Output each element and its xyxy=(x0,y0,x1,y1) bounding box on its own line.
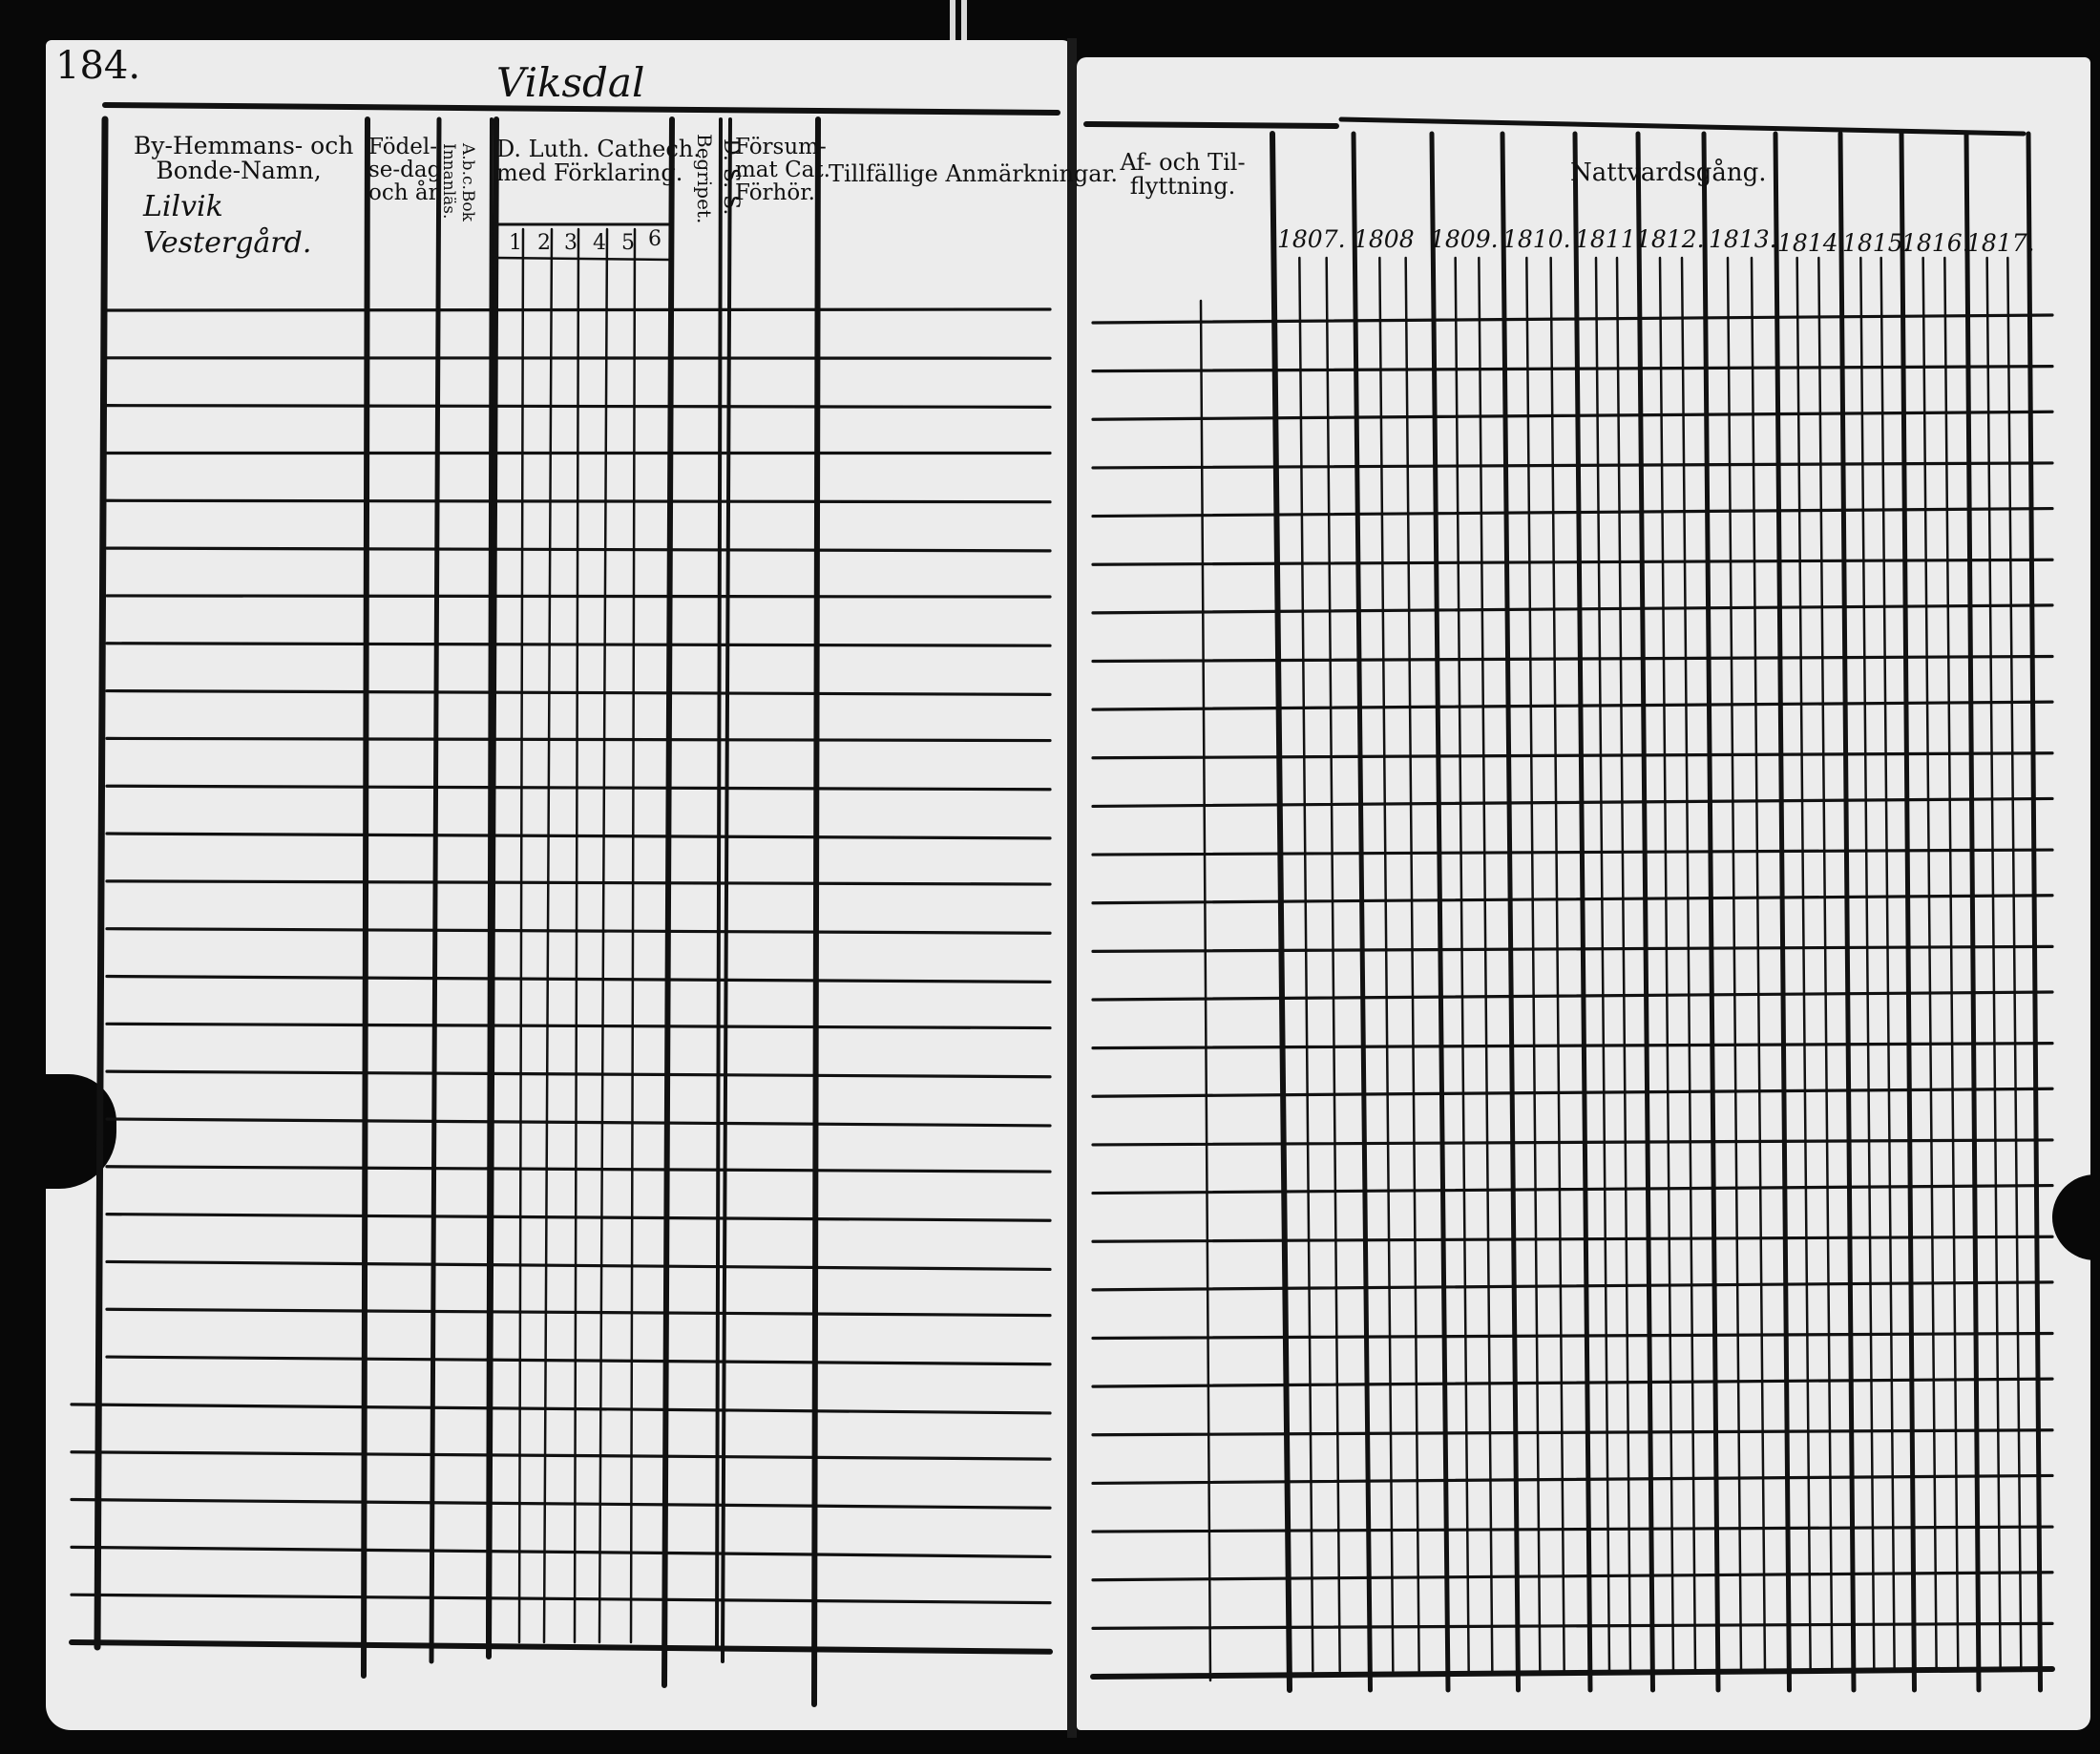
ruled-row-line xyxy=(1093,1669,2052,1677)
ruled-row-line xyxy=(107,1024,1050,1027)
catechism-subcol-6: 6 xyxy=(648,227,662,251)
left-ruled-grid xyxy=(72,105,1058,1704)
communion-year: 1811. xyxy=(1575,225,1644,253)
ruled-row-line xyxy=(1093,315,2052,323)
year-subcolumn-rule xyxy=(1617,258,1630,1671)
year-subcolumn-rule xyxy=(1728,258,1741,1671)
farm-entry: Lilvik Vestergård. xyxy=(143,190,312,260)
year-subcolumn-rule xyxy=(1881,258,1895,1671)
ruled-row-line xyxy=(107,1261,1050,1269)
column-rule xyxy=(364,119,368,1676)
column-rule xyxy=(723,119,730,1661)
ruled-row-line xyxy=(107,834,1050,838)
ruled-row-line xyxy=(1093,509,2052,517)
communion-year: 1812. xyxy=(1636,225,1705,253)
header-begrepet: Begripet. xyxy=(693,134,716,224)
ruled-row-line xyxy=(107,1357,1050,1364)
communion-year: 1816. xyxy=(1901,229,1970,257)
top-rule xyxy=(1086,124,1336,126)
column-rule xyxy=(599,229,607,1642)
ruled-row-line xyxy=(107,1215,1050,1221)
year-subcolumn-rule xyxy=(1379,258,1393,1671)
catechism-subcol-2: 2 xyxy=(537,231,551,255)
ruled-row-line xyxy=(1093,657,2052,662)
ruled-row-line xyxy=(72,1642,1050,1652)
ruled-row-line xyxy=(1093,367,2052,371)
column-rule xyxy=(814,119,818,1704)
ruled-row-line xyxy=(1093,1475,2052,1483)
ruled-row-line xyxy=(107,1071,1050,1077)
communion-year: 1807. xyxy=(1277,225,1346,253)
ruled-row-line xyxy=(1093,1282,2052,1290)
communion-year: 1814. xyxy=(1777,229,1846,257)
ruled-row-line xyxy=(107,881,1050,884)
header-remarks: Tillfällige Anmärkningar. xyxy=(829,160,1119,187)
page-number: 184. xyxy=(55,44,141,88)
ruled-row-line xyxy=(107,929,1050,934)
ruled-row-line xyxy=(1093,1379,2052,1386)
top-rule xyxy=(1341,119,2024,134)
catechism-subcol-3: 3 xyxy=(564,231,578,255)
year-subcolumn-rule xyxy=(1526,258,1540,1671)
communion-year: 1808 xyxy=(1354,225,1415,253)
year-subcolumn-rule xyxy=(1596,258,1609,1671)
right-ruled-grid xyxy=(1086,119,2052,1690)
header-communion: Nattvardsgång. xyxy=(1570,158,1767,187)
year-subcolumn-rule xyxy=(1860,258,1874,1671)
year-subcolumn-rule xyxy=(1456,258,1469,1671)
communion-year: 1810. xyxy=(1502,225,1571,253)
header-abc-book: A.b.c.Bok Innanläs. xyxy=(439,143,477,222)
header-moving: Af- och Til- flyttning. xyxy=(1120,149,1246,201)
ruled-row-line xyxy=(1093,1573,2052,1580)
catechism-subcol-4: 4 xyxy=(593,231,606,255)
year-subcolumn-rule xyxy=(1299,258,1312,1671)
year-column-rule xyxy=(1432,134,1448,1690)
ruled-row-line xyxy=(1093,463,2052,468)
header-dss: D. S. S. xyxy=(719,138,743,216)
header-farm-name: By-Hemmans- och Bonde-Namn, xyxy=(134,132,354,185)
year-column-rule xyxy=(1354,134,1371,1690)
ruled-row-line xyxy=(1093,1334,2052,1339)
year-subcolumn-rule xyxy=(1682,258,1695,1671)
year-subcolumn-rule xyxy=(1752,258,1765,1671)
year-subcolumn-rule xyxy=(1406,258,1419,1671)
column-rule xyxy=(544,229,552,1642)
communion-year: 1809. xyxy=(1430,225,1499,253)
year-subcolumn-rule xyxy=(1944,258,1958,1671)
top-rule xyxy=(105,105,1058,113)
ruled-row-line xyxy=(1093,1430,2052,1435)
year-subcolumn-rule xyxy=(1551,258,1564,1671)
year-subcolumn-rule xyxy=(1660,258,1673,1671)
catechism-subcol-5: 5 xyxy=(621,231,635,255)
ruled-row-line xyxy=(1093,560,2052,564)
ruled-row-line xyxy=(107,786,1050,790)
year-column-rule xyxy=(1272,134,1290,1690)
column-rule xyxy=(431,119,439,1661)
catechism-subcol-1: 1 xyxy=(509,231,522,255)
ruled-row-line xyxy=(107,1167,1050,1172)
ruled-row-line xyxy=(107,977,1050,983)
year-subcolumn-rule xyxy=(1987,258,2001,1671)
ruled-row-line xyxy=(72,1547,1050,1556)
ruled-row-line xyxy=(72,1500,1050,1509)
ruled-row-line xyxy=(107,691,1050,695)
ruled-row-line xyxy=(72,1595,1050,1602)
year-subcolumn-rule xyxy=(1923,258,1937,1671)
communion-year: 1815. xyxy=(1842,229,1911,257)
column-rule xyxy=(717,119,721,1647)
year-subcolumn-rule xyxy=(1818,258,1832,1671)
communion-year: 1817. xyxy=(1966,229,2035,257)
year-subcolumn-rule xyxy=(2007,258,2021,1671)
ruled-row-line xyxy=(1093,412,2052,419)
header-missed-hearing: Försum- mat Cat. Förhör. xyxy=(735,135,830,206)
column-rule xyxy=(664,119,672,1685)
header-catechism: D. Luth. Cathech. med Förklaring. xyxy=(496,136,701,187)
communion-year: 1813. xyxy=(1709,225,1777,253)
column-rule xyxy=(519,229,523,1642)
column-rule xyxy=(631,229,635,1642)
year-column-rule xyxy=(1502,134,1519,1690)
year-subcolumn-rule xyxy=(1797,258,1811,1671)
ruled-row-line xyxy=(1093,1623,2052,1628)
header-birth-date: Födel- se-dag och år. xyxy=(368,135,444,206)
ruled-row-line xyxy=(1093,1527,2052,1532)
column-rule xyxy=(575,229,578,1642)
ruled-row-line xyxy=(72,1405,1050,1413)
ruled-row-line xyxy=(107,1119,1050,1126)
year-subcolumn-rule xyxy=(1479,258,1492,1671)
moving-column-rule xyxy=(1201,301,1210,1680)
ruled-row-line xyxy=(1093,605,2052,613)
column-rule xyxy=(97,119,105,1647)
ruled-row-line xyxy=(72,1452,1050,1459)
year-subcolumn-rule xyxy=(1327,258,1340,1671)
ruled-row-line xyxy=(107,738,1050,740)
ruled-row-line xyxy=(107,1309,1050,1315)
village-heading: Viksdal xyxy=(496,59,645,106)
